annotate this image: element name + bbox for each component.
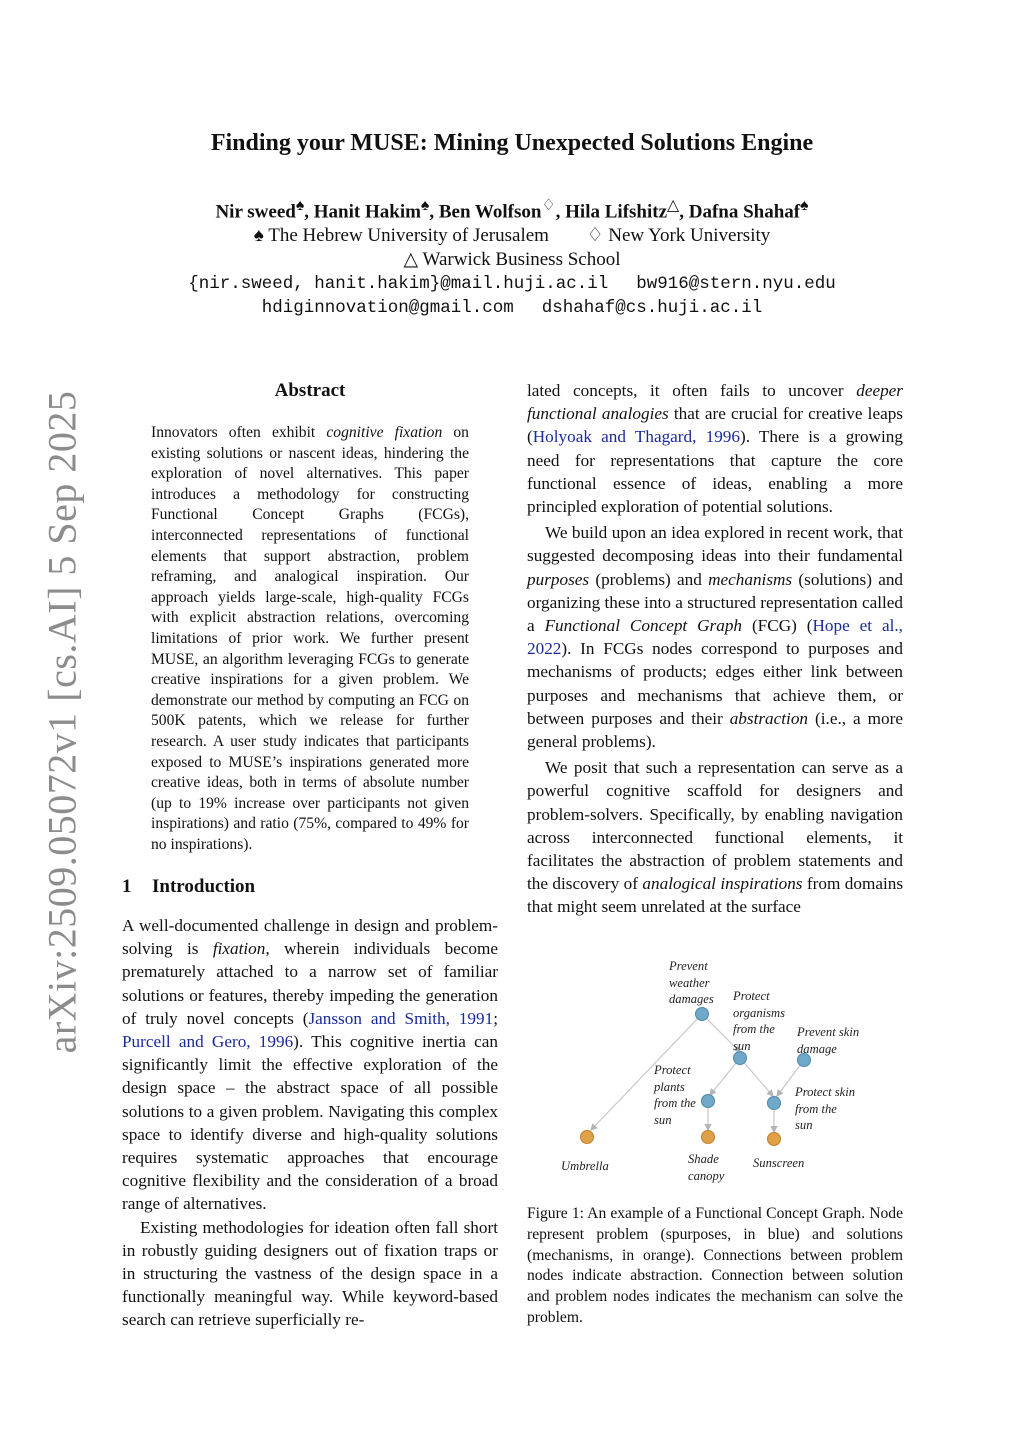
author-list: Nir sweed♠, Hanit Hakim♠, Ben Wolfson♢, Hila Lifshitz△, Dafna Shahaf♠ — [215, 197, 809, 223]
affiliation-line — [0, 248, 1024, 272]
node-label: Prevent weather damages — [669, 959, 714, 1006]
figure-fcg — [527, 950, 903, 1190]
affiliation-mark: △ — [667, 197, 680, 214]
figure-caption: Figure 1: An example of a Functional Concept Graph. Node represent problem (spurposes, in blue) and solutions (mechanisms, in orange). Connections between problem nodes indicate abstraction. Connection between solution and problem nodes indicates the mechanism can solve the problem. — [527, 1205, 903, 1326]
citation-link[interactable]: Jansson and Smith, 1991 — [308, 1008, 494, 1028]
email-address: dshahaf@cs.huji.ac.il — [541, 298, 763, 319]
author-name: Dafna Shahaf — [688, 201, 801, 223]
graph-edge — [710, 1058, 740, 1095]
mechanism-node — [768, 1133, 781, 1146]
affiliation-name: Warwick Business School — [422, 249, 621, 271]
paragraph: A well-documented challenge in design and problem-solving is fixation, wherein individuals become prematurely attached to a narrow set of familiar solutions or features, thereby impeding the generation of truly novel concepts (Jansson and Smith, 1991; Purcell and Gero, 1996). This cognitive inertia can significantly limit the effective exploration of the design space – the abstract space of all possible solutions to a given problem. Navigating this complex space to identify diverse and high-quality solutions requires systematic approaches that encourage cognitive flexibility and the consideration of a broad range of alternatives. — [122, 916, 499, 1214]
email-line — [0, 272, 1024, 296]
emphasis: purposes — [527, 569, 590, 589]
author-name: Hanit Hakim — [313, 201, 421, 223]
mechanism-node — [581, 1131, 594, 1144]
affiliation-name: New York University — [608, 225, 771, 247]
affiliation-name: The Hebrew University of Jerusalem — [268, 225, 549, 247]
paragraph: Existing methodologies for ideation often fall short in robustly guiding designers out of fixation traps or in structuring the vastness of the design space in a functionally meaningful way. While keyword-based search can retrieve superficially re- — [122, 1217, 498, 1330]
email-line — [0, 296, 1024, 320]
paragraph: We build upon an idea explored in recent work, that suggested decomposing ideas into their fundamental purposes (problems) and mechanisms (solutions) and organizing these into a structured representation called a Functional Concept Graph (FCG) (Hope et al., 2022). In FCGs nodes correspond to purposes and mechanisms of products; edges either link between purposes and mechanisms that achieve them, or between purposes and their abstraction (i.e., a more general problems). — [527, 523, 904, 752]
author-name: Nir sweed — [215, 201, 296, 223]
affiliation-symbol: △ — [403, 249, 419, 271]
node-label: Prevent skin damage — [797, 1025, 860, 1056]
affiliation-symbol: ♠ — [253, 225, 264, 247]
paragraph: We posit that such a representation can serve as a powerful cognitive scaffold for designers and problem-solvers. Specifically, by enabling navigation across interconnected functional elements, it facilitates the abstraction of problem statements and the discovery of analogical inspirations from domains that might seem unrelated at the surface — [527, 758, 904, 917]
paper-title: Finding your MUSE: Mining Unexpected Solutions Engine — [210, 130, 814, 156]
section-number: 1 — [122, 876, 132, 897]
right-column — [527, 379, 903, 919]
abstract-heading: Abstract — [274, 380, 346, 401]
citation-link[interactable]: Holyoak and Thagard, 1996 — [532, 427, 740, 447]
author-block — [0, 194, 1024, 320]
node-label: Umbrella — [561, 1159, 609, 1173]
left-column — [122, 914, 498, 1332]
emphasis: analogical inspirations — [642, 874, 803, 894]
abstract-text: Innovators often exhibit cognitive fixation on existing solutions or nascent ideas, hindering the exploration of novel alternatives. This paper introduces a methodology for constructing Functional Concept Graphs (FCGs), interconnected representations of functional elements that support abstraction, problem reframing, and analogical inspiration. Our approach yields large-scale, high-quality FCGs with explicit abstraction relations, overcoming limitations of prior work. We further present MUSE, an algorithm leveraging FCGs to generate creative inspirations for a given problem. We demonstrate our method by computing an FCG on 500K patents, which we release for further research. A user study indicates that participants exposed to MUSE’s inspirations generated more creative ideas, both in terms of absolute number (up to 19% increase over participants not given inspirations) and ratio (75%, compared to 49% for no inspirations). — [151, 424, 469, 853]
email-address: bw916@stern.nyu.edu — [636, 274, 836, 295]
affiliation-mark: ♠ — [295, 197, 305, 214]
emphasis: cognitive fixation — [326, 424, 443, 441]
affiliation-mark: ♢ — [541, 197, 556, 214]
node-label: Protect plants from the sun — [654, 1063, 696, 1127]
node-label: Sunscreen — [753, 1156, 805, 1170]
affiliation-line — [0, 224, 1024, 248]
affiliation-symbol: ♢ — [586, 225, 604, 247]
email-address: {nir.sweed, hanit.hakim}@mail.huji.ac.il — [188, 274, 609, 295]
section-title: Introduction — [152, 876, 256, 897]
affiliation-mark: ♠ — [420, 197, 430, 214]
problem-node — [696, 1008, 709, 1021]
mechanism-node — [702, 1131, 715, 1144]
citation-link[interactable]: Purcell and Gero, 1996 — [122, 1032, 294, 1052]
emphasis: deeper functional analogies — [527, 381, 903, 424]
emphasis: abstraction — [729, 708, 809, 728]
node-label: Shade canopy — [688, 1152, 725, 1183]
emphasis: mechanisms — [708, 569, 793, 589]
author-name: Ben Wolfson — [438, 201, 542, 223]
problem-node — [702, 1095, 715, 1108]
affiliation-mark: ♠ — [800, 197, 809, 214]
citation-link[interactable]: Hope et al., 2022 — [527, 616, 903, 659]
problem-node — [768, 1097, 781, 1110]
emphasis: Functional Concept Graph — [544, 616, 743, 636]
email-address: hdiginnovation@gmail.com — [261, 298, 514, 319]
emphasis: fixation — [212, 939, 266, 959]
paragraph: lated concepts, it often fails to uncover deeper functional analogies that are crucial for creative leaps (Holyoak and Thagard, 1996). There is a growing need for representations that capture the core functional essence of ideas, enabling a more principled exploration of potential solutions. — [527, 381, 903, 517]
arxiv-identifier: arXiv:2509.05072v1 [cs.AI] 5 Sep 2025 — [39, 390, 85, 1054]
section-heading — [122, 876, 255, 898]
author-name: Hila Lifshitz — [565, 201, 668, 223]
node-label: Protect skin from the sun — [795, 1085, 856, 1132]
node-label: Protect organisms from the sun — [733, 989, 786, 1053]
graph-edge — [740, 1058, 773, 1096]
